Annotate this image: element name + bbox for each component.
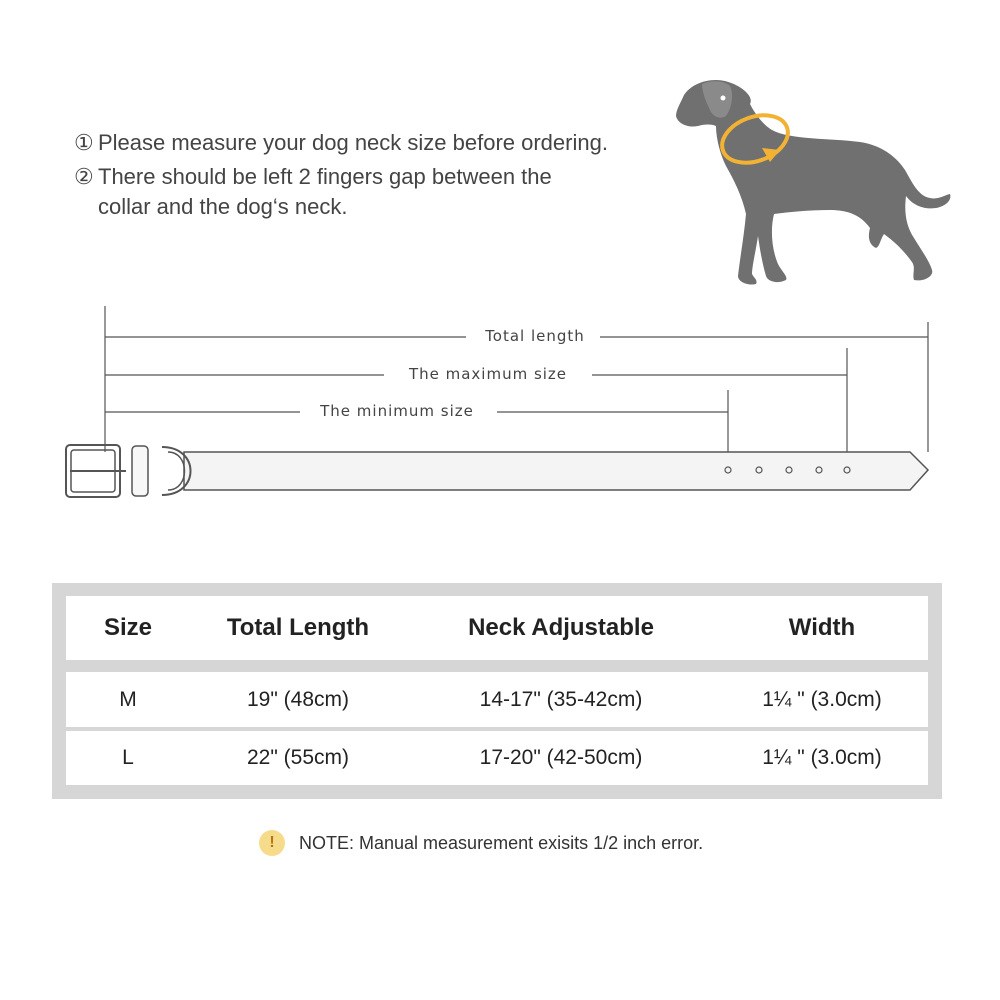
header-size: Size [103,614,153,641]
header-neck-adjustable: Neck Adjustable [468,614,654,641]
instruction-text-cont: collar and the dog‘s neck. [98,194,348,219]
table-row [66,672,928,727]
keeper-loop [132,446,148,496]
total-length-label: Total length [485,327,585,345]
cell-total-length: 22" (55cm) [247,746,349,769]
cell-width: 1¼ " (3.0cm) [762,687,882,711]
size-table [52,583,942,799]
cell-total-length: 19" (48cm) [247,687,349,711]
exclamation-icon: ! [259,830,285,856]
min-size-label: The minimum size [320,402,474,420]
note-text: NOTE: Manual measurement exisits 1/2 inch error. [299,832,704,853]
cell-size: L [122,746,134,769]
cell-size: M [119,687,137,711]
cell-neck-adjustable: 14-17" (35-42cm) [479,687,643,711]
cell-width: 1¼ " (3.0cm) [762,746,882,769]
table-row [66,731,928,785]
note [259,830,703,856]
instruction-number: ① [74,130,94,155]
instruction-text: There should be left 2 fingers gap between the [98,164,552,189]
header-total-length: Total Length [226,614,370,641]
max-size-label: The maximum size [408,365,568,383]
instruction-text: Please measure your dog neck size before ordering. [98,130,608,155]
instruction-number: ② [74,164,94,189]
header-width: Width [788,614,856,641]
table-header-row [66,596,928,660]
cell-neck-adjustable: 17-20" (42-50cm) [479,746,643,769]
